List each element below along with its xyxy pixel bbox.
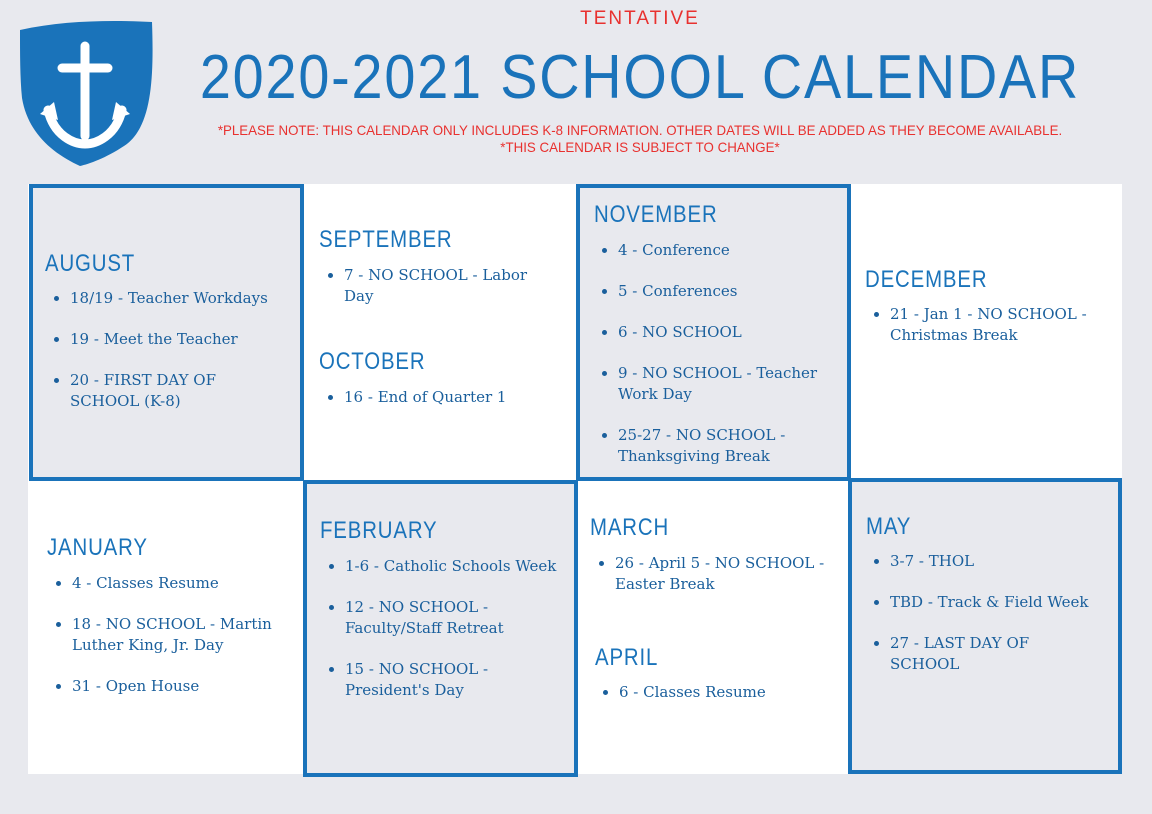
month-heading-january: JANUARY <box>47 534 148 561</box>
october-events <box>326 387 556 428</box>
event-item: 9 - NO SCHOOL - Teacher Work Day <box>600 363 836 405</box>
august-events <box>52 288 280 432</box>
september-events <box>326 265 556 327</box>
month-heading-february: FEBRUARY <box>320 517 438 544</box>
april-events <box>601 682 831 723</box>
event-item: 15 - NO SCHOOL - President's Day <box>327 659 557 701</box>
event-item: 16 - End of Quarter 1 <box>326 387 556 408</box>
february-events <box>327 556 557 721</box>
november-events <box>600 240 836 487</box>
event-item: 18 - NO SCHOOL - Martin Luther King, Jr. Day <box>54 614 286 656</box>
event-item: 25-27 - NO SCHOOL - Thanksgiving Break <box>600 425 836 467</box>
march-events <box>597 553 833 615</box>
event-item: 19 - Meet the Teacher <box>52 329 280 350</box>
may-events <box>872 551 1102 695</box>
event-item: 6 - Classes Resume <box>601 682 831 703</box>
month-heading-october: OCTOBER <box>319 348 426 375</box>
event-item: 18/19 - Teacher Workdays <box>52 288 280 309</box>
month-heading-november: NOVEMBER <box>594 201 718 228</box>
month-heading-march: MARCH <box>590 514 670 541</box>
month-heading-december: DECEMBER <box>865 266 988 293</box>
event-item: 7 - NO SCHOOL - Labor Day <box>326 265 556 307</box>
month-heading-september: SEPTEMBER <box>319 226 453 253</box>
event-item: 4 - Conference <box>600 240 836 261</box>
event-item: 20 - FIRST DAY OF SCHOOL (K-8) <box>52 370 280 412</box>
event-item: 4 - Classes Resume <box>54 573 286 594</box>
event-item: 31 - Open House <box>54 676 286 697</box>
event-item: 21 - Jan 1 - NO SCHOOL - Christmas Break <box>872 304 1102 346</box>
event-item: 3-7 - THOL <box>872 551 1102 572</box>
event-item: 27 - LAST DAY OF SCHOOL <box>872 633 1102 675</box>
event-item: 6 - NO SCHOOL <box>600 322 836 343</box>
month-heading-may: MAY <box>866 513 912 540</box>
january-events <box>54 573 286 717</box>
event-item: 5 - Conferences <box>600 281 836 302</box>
disclaimer-note: *PLEASE NOTE: THIS CALENDAR ONLY INCLUDES K-8 INFORMATION. OTHER DATES WILL BE ADDED AS THEY BECOME AVAILABLE. <box>217 122 1063 138</box>
month-heading-august: AUGUST <box>45 250 136 277</box>
month-heading-april: APRIL <box>595 644 659 671</box>
event-item: 26 - April 5 - NO SCHOOL - Easter Break <box>597 553 833 595</box>
event-item: 12 - NO SCHOOL - Faculty/Staff Retreat <box>327 597 557 639</box>
event-item: 1-6 - Catholic Schools Week <box>327 556 557 577</box>
december-events <box>872 304 1102 366</box>
page-title: 2020-2021 SCHOOL CALENDAR <box>199 43 1081 112</box>
tentative-label: TENTATIVE <box>580 8 700 29</box>
event-item: TBD - Track & Field Week <box>872 592 1102 613</box>
change-note: *THIS CALENDAR IS SUBJECT TO CHANGE* <box>500 139 780 155</box>
